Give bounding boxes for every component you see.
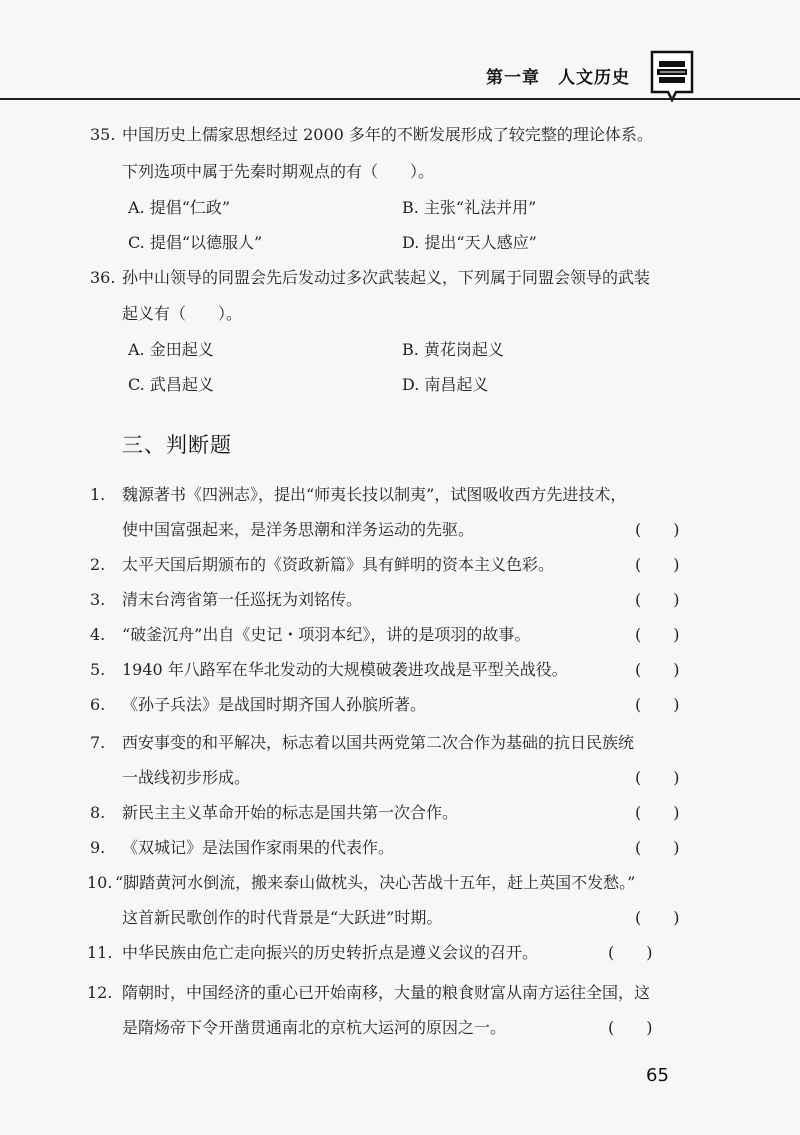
question-36-option-c: C. 武昌起义 xyxy=(128,375,214,394)
page-number: 65 xyxy=(646,1065,669,1086)
judgment-5-line-1: 1940 年八路军在华北发动的大规模破袭进攻战是平型关战役。 xyxy=(122,660,568,679)
judgment-7-number: 7. xyxy=(90,733,106,752)
judgment-10-number: 10. xyxy=(87,873,113,892)
question-36-number: 36. xyxy=(90,268,116,287)
judgment-12-answer-blank[interactable]: ( ) xyxy=(608,1018,653,1037)
judgment-8-answer-blank[interactable]: ( ) xyxy=(635,803,680,822)
judgment-10-answer-blank[interactable]: ( ) xyxy=(635,908,680,927)
judgment-1-number: 1. xyxy=(90,485,106,504)
chapter-number: 第一章 xyxy=(486,68,540,88)
question-35-option-c: C. 提倡“以德服人” xyxy=(128,233,263,252)
question-35-number: 35. xyxy=(90,125,116,144)
judgment-5-answer-blank[interactable]: ( ) xyxy=(635,660,680,679)
section-title: 三、判断题 xyxy=(122,433,232,457)
question-35-option-a: A. 提倡“仁政” xyxy=(128,198,231,217)
question-35-text-line-2: 下列选项中属于先秦时期观点的有（ ）。 xyxy=(122,162,435,181)
judgment-3-number: 3. xyxy=(90,590,106,609)
judgment-12-line-2: 是隋炀帝下令开凿贯通南北的京杭大运河的原因之一。 xyxy=(122,1018,507,1037)
judgment-4-number: 4. xyxy=(90,625,106,644)
judgment-8-line-1: 新民主主义革命开始的标志是国共第一次合作。 xyxy=(122,803,459,822)
chapter-header xyxy=(486,63,648,88)
question-36-text-line-1: 孙中山领导的同盟会先后发动过多次武装起义，下列属于同盟会领导的武装 xyxy=(122,268,651,287)
judgment-9-number: 9. xyxy=(90,838,106,857)
header-rule xyxy=(0,98,800,100)
question-36-option-b: B. 黄花岗起义 xyxy=(402,340,504,359)
question-36-option-d: D. 南昌起义 xyxy=(402,375,489,394)
judgment-4-line-1: “破釜沉舟”出自《史记・项羽本纪》，讲的是项羽的故事。 xyxy=(122,625,531,644)
judgment-6-answer-blank[interactable]: ( ) xyxy=(635,695,680,714)
judgment-1-answer-blank[interactable]: ( ) xyxy=(635,520,680,539)
judgment-5-number: 5. xyxy=(90,660,106,679)
judgment-3-line-1: 清末台湾省第一任巡抚为刘铭传。 xyxy=(122,590,363,609)
judgment-11-answer-blank[interactable]: ( ) xyxy=(608,943,653,962)
judgment-1-line-1: 魏源著书《四洲志》，提出“师夷长技以制夷”，试图吸收西方先进技术， xyxy=(122,485,627,504)
question-36-text-line-2: 起义有（ ）。 xyxy=(122,304,243,323)
judgment-12-line-1: 隋朝时，中国经济的重心已开始南移，大量的粮食财富从南方运往全国，这 xyxy=(122,983,651,1002)
judgment-7-line-2: 一战线初步形成。 xyxy=(122,768,251,787)
judgment-10-line-2: 这首新民歌创作的时代背景是“大跃进”时期。 xyxy=(122,908,443,927)
chapter-title: 人文历史 xyxy=(558,68,630,88)
judgment-2-answer-blank[interactable]: ( ) xyxy=(635,555,680,574)
judgment-7-line-1: 西安事变的和平解决，标志着以国共两党第二次合作为基础的抗日民族统 xyxy=(122,733,635,752)
judgment-2-line-1: 太平天国后期颁布的《资政新篇》具有鲜明的资本主义色彩。 xyxy=(122,555,555,574)
judgment-11-number: 11. xyxy=(87,943,113,962)
judgment-9-answer-blank[interactable]: ( ) xyxy=(635,838,680,857)
judgment-10-line-1: “脚踏黄河水倒流，搬来泰山做枕头，决心苦战十五年，赶上英国不发愁。” xyxy=(115,873,636,892)
judgment-12-number: 12. xyxy=(87,983,113,1002)
judgment-7-answer-blank[interactable]: ( ) xyxy=(635,768,680,787)
judgment-9-line-1: 《双城记》是法国作家雨果的代表作。 xyxy=(122,838,395,857)
judgment-11-line-1: 中华民族由危亡走向振兴的历史转折点是遵义会议的召开。 xyxy=(122,943,539,962)
judgment-3-answer-blank[interactable]: ( ) xyxy=(635,590,680,609)
judgment-4-answer-blank[interactable]: ( ) xyxy=(635,625,680,644)
judgment-6-line-1: 《孙子兵法》是战国时期齐国人孙膑所著。 xyxy=(122,695,427,714)
question-36-option-a: A. 金田起义 xyxy=(128,340,214,359)
judgment-6-number: 6. xyxy=(90,695,106,714)
judgment-2-number: 2. xyxy=(90,555,106,574)
judgment-8-number: 8. xyxy=(90,803,106,822)
question-35-text-line-1: 中国历史上儒家思想经过 2000 多年的不断发展形成了较完整的理论体系。 xyxy=(122,125,653,144)
question-35-option-b: B. 主张“礼法并用” xyxy=(402,198,537,217)
question-35-option-d: D. 提出“天人感应” xyxy=(402,233,537,252)
judgment-1-line-2: 使中国富强起来，是洋务思潮和洋务运动的先驱。 xyxy=(122,520,475,539)
